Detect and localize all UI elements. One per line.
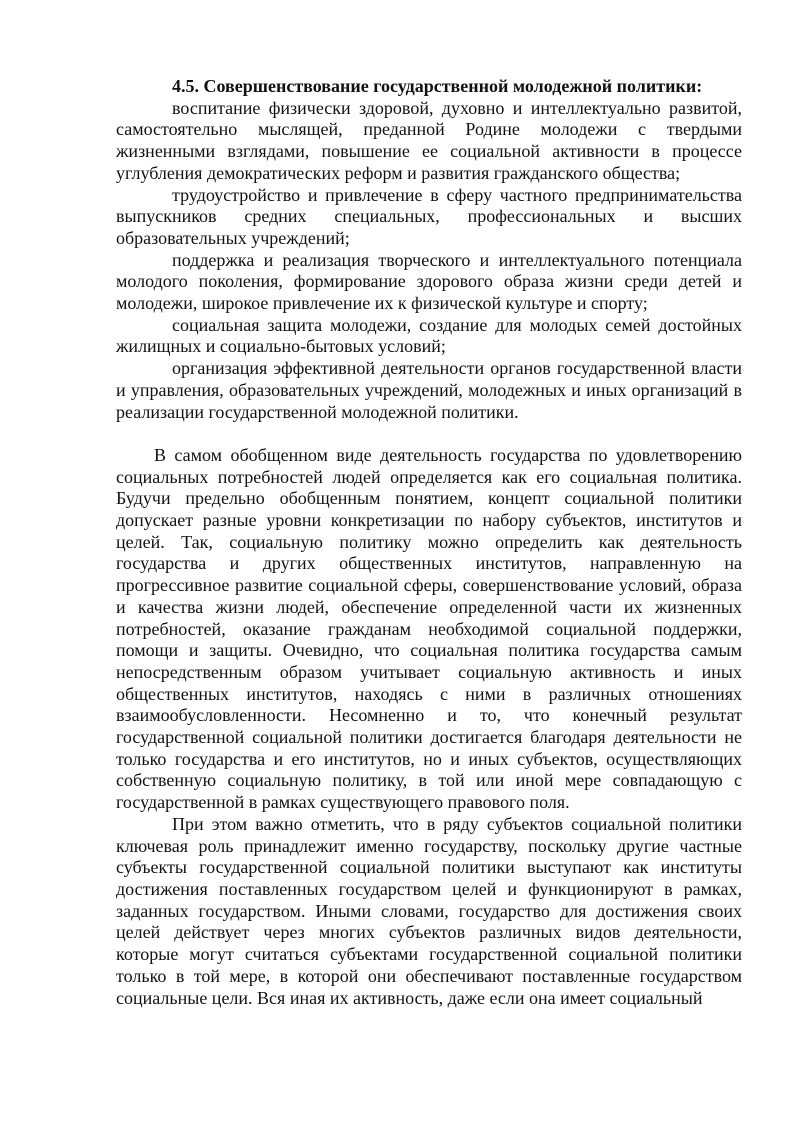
list-item-creative-support: поддержка и реализация творческого и интеллектуального потенциала молодого поколения, формирование здорового образа жизни среди детей и молодежи, широкое привлечение их к физической культуре и спорту; xyxy=(116,249,742,314)
body-paragraph-social-policy: В самом обобщенном виде деятельность государства по удовлетворению социальных потребностей людей определяется как его социальная политика. Будучи предельно обобщенным понятием, концепт социальной политики допускает разные уровни конкретизации по набору субъектов, институтов и целей. Так, социальную политику можно определить как деятельность государства и других общественных институтов, направленную на прогрессивное развитие социальной сферы, совершенствование условий, образа и качества жизни людей, обеспечение определенной части их жизненных потребностей, оказание гражданам необходимой социальной поддержки, помощи и защиты. Очевидно, что социальная политика государства самым непосредственным образом учитывает социальную активность и иных общественных институтов, находясь с ними в различных отношениях взаимообусловленности. Несомненно и то, что конечный результат государственной социальной политики достигается благодаря деятельности не только государства и его институтов, но и иных субъектов, осуществляющих собственную социальную политику, в той или иной мере совпадающую с государственной в рамках существующего правового поля. xyxy=(116,444,742,813)
list-item-social-protection: социальная защита молодежи, создание для молодых семей достойных жилищных и социально-бытовых условий; xyxy=(116,314,742,357)
body-paragraph-state-role: При этом важно отметить, что в ряду субъектов социальной политики ключевая роль принадлежит именно государству, поскольку другие частные субъекты государственной социальной политики выступают как институты достижения поставленных государством целей и функционируют в рамках, заданных государством. Иными словами, государство для достижения своих целей действует через многих субъектов различных видов деятельности, которые могут считаться субъектами государственной социальной политики только в той мере, в которой они обеспечивают поставленные государством социальные цели. Вся иная их активность, даже если она имеет социальный xyxy=(116,813,742,1008)
list-item-education: воспитание физически здоровой, духовно и интеллектуально развитой, самостоятельно мыслящей, преданной Родине молодежи с твердыми жизненными взглядами, повышение ее социальной активности в процессе углубления демократических реформ и развития гражданского общества; xyxy=(116,97,742,183)
document-page xyxy=(116,76,742,1009)
list-item-employment: трудоустройство и привлечение в сферу частного предпринимательства выпускников средних специальных, профессиональных и высших образовательных учреждений; xyxy=(116,184,742,248)
section-heading: 4.5. Совершенствование государственной молодежной политики: xyxy=(172,76,703,96)
paragraph-spacer xyxy=(116,423,742,445)
list-item-organization: организация эффективной деятельности органов государственной власти и управления, образовательных учреждений, молодежных и иных организаций в реализации государственной молодежной политики. xyxy=(116,358,742,422)
